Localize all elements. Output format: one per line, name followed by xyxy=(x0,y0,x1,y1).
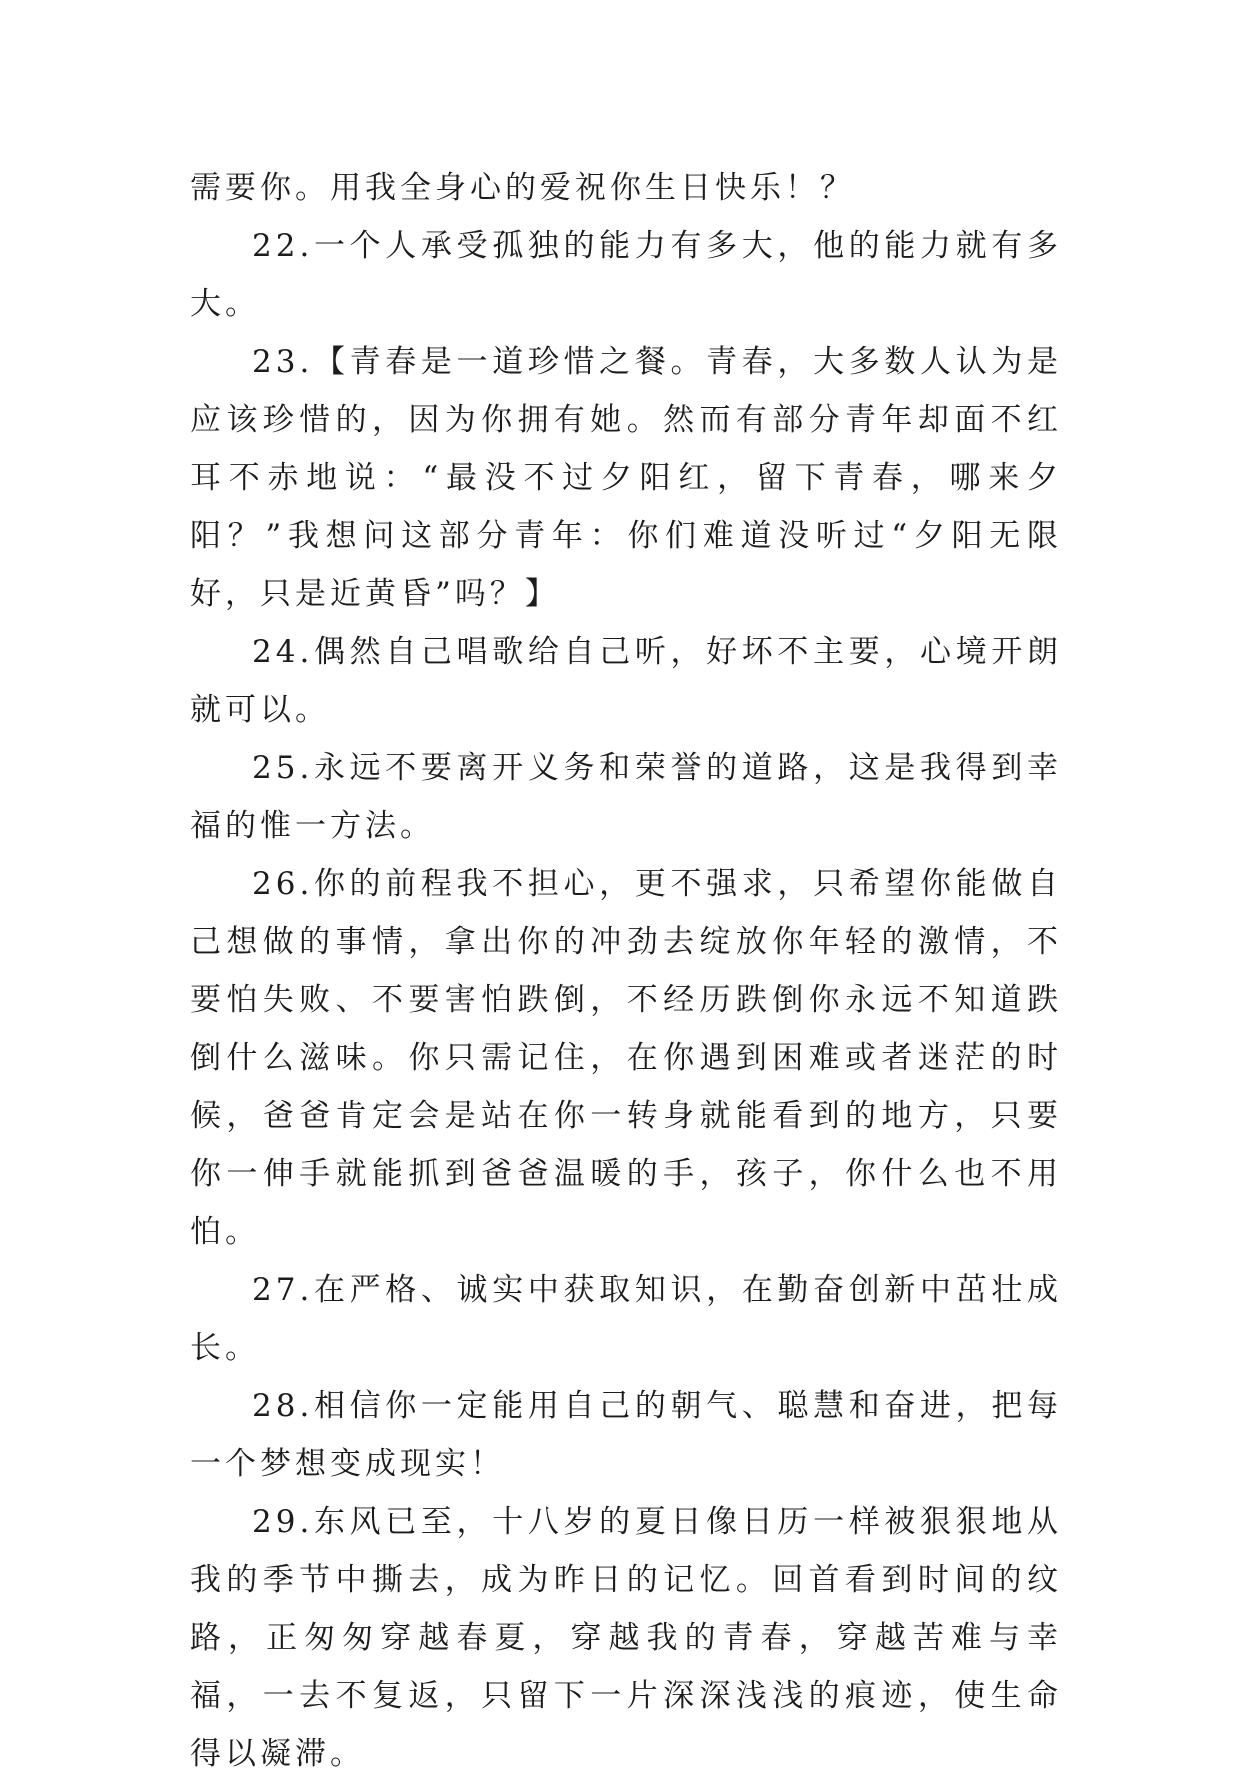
paragraph-23: 23.【青春是一道珍惜之餐。青春，大多数人认为是应该珍惜的，因为你拥有她。然而有部分青年却面不红耳不赤地说：“最没不过夕阳红，留下青春，哪来夕阳？”我想问这部分青年：你们难道没听过“夕阳无限好，只是近黄昏”吗？】 xyxy=(190,344,1062,612)
paragraph-continuation: 需要你。用我全身心的爱祝你生日快乐！？ xyxy=(190,170,855,206)
paragraph-29: 29.东风已至，十八岁的夏日像日历一样被狠狠地从我的季节中撕去，成为昨日的记忆。回首看到时间的纹路，正匆匆穿越春夏，穿越我的青春，穿越苦难与幸福，一去不复返，只留下一片深深浅浅的痕迹，使生命得以凝滞。 xyxy=(190,1504,1062,1772)
paragraph-22: 22.一个人承受孤独的能力有多大，他的能力就有多大。 xyxy=(190,228,1062,322)
paragraph-27: 27.在严格、诚实中获取知识，在勤奋创新中茁壮成长。 xyxy=(190,1272,1062,1366)
paragraph-26: 26.你的前程我不担心，更不强求，只希望你能做自己想做的事情，拿出你的冲劲去绽放你年轻的激情，不要怕失败、不要害怕跌倒，不经历跌倒你永远不知道跌倒什么滋味。你只需记住，在你遇到困难或者迷茫的时候，爸爸肯定会是站在你一转身就能看到的地方，只要你一伸手就能抓到爸爸温暖的手，孩子，你什么也不用怕。 xyxy=(190,866,1062,1250)
document-body xyxy=(190,159,1062,1783)
paragraph-24: 24.偶然自己唱歌给自己听，好坏不主要，心境开朗就可以。 xyxy=(190,634,1062,728)
paragraph-25: 25.永远不要离开义务和荣誉的道路，这是我得到幸福的惟一方法。 xyxy=(190,750,1062,844)
paragraph-28: 28.相信你一定能用自己的朝气、聪慧和奋进，把每一个梦想变成现实！ xyxy=(190,1388,1062,1482)
